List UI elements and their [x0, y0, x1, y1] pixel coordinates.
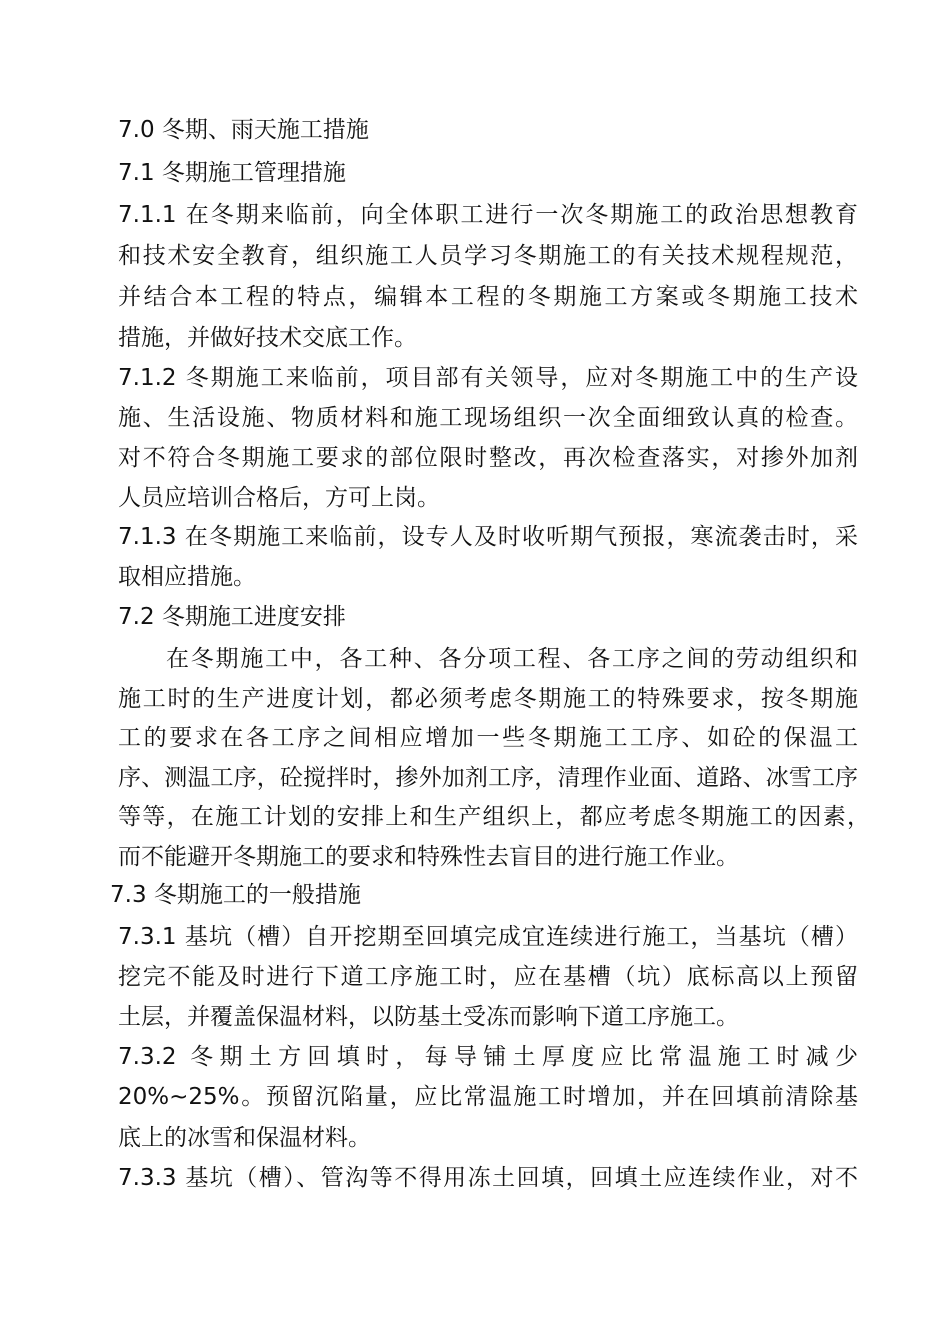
paragraph-line: 和技术安全教育，组织施工人员学习冬期施工的有关技术规程规范， [118, 243, 858, 269]
paragraph-line: 7.3.2 冬期土方回填时，每导铺土厚度应比常温施工时减少 [118, 1044, 858, 1070]
paragraph-line: 7.1.1 在冬期来临前，向全体职工进行一次冬期施工的政治思想教育 [118, 202, 858, 228]
paragraph-line: 对不符合冬期施工要求的部位限时整改，再次检查落实，对掺外加剂 [118, 445, 858, 471]
paragraph-line: 工的要求在各工序之间相应增加一些冬期施工工序、如砼的保温工 [118, 725, 858, 751]
paragraph-line: 7.1.2 冬期施工来临前，项目部有关领导，应对冬期施工中的生产设 [118, 365, 858, 391]
paragraph-line: 序、测温工序，砼搅拌时，掺外加剂工序，清理作业面、道路、冰雪工序 [118, 765, 858, 791]
paragraph-line: 而不能避开冬期施工的要求和特殊性去盲目的进行施工作业。 [118, 844, 739, 870]
paragraph-line: 7.3.3 基坑（槽）、管沟等不得用冻土回填，回填土应连续作业，对不 [118, 1165, 858, 1191]
paragraph-line: 措施，并做好技术交底工作。 [118, 325, 417, 351]
paragraph-line: 施工时的生产进度计划，都必须考虑冬期施工的特殊要求，按冬期施 [118, 686, 858, 712]
paragraph-line: 在冬期施工中，各工种、各分项工程、各工序之间的劳动组织和 [166, 646, 858, 672]
paragraph-line: 并结合本工程的特点，编辑本工程的冬期施工方案或冬期施工技术 [118, 284, 858, 310]
paragraph-line: 挖完不能及时进行下道工序施工时，应在基槽（坑）底标高以上预留 [118, 964, 858, 990]
paragraph-line: 等等，在施工计划的安排上和生产组织上，都应考虑冬期施工的因素， [118, 804, 870, 830]
heading-7-1: 7.1 冬期施工管理措施 [118, 160, 346, 186]
paragraph-line: 底上的冰雪和保温材料。 [118, 1125, 371, 1151]
paragraph-line: 7.3.1 基坑（槽）自开挖期至回填完成宜连续进行施工，当基坑（槽） [118, 924, 858, 950]
heading-7-2: 7.2 冬期施工进度安排 [118, 604, 346, 630]
paragraph-line: 土层，并覆盖保温材料，以防基土受冻而影响下道工序施工。 [118, 1004, 739, 1030]
heading-7-0: 7.0 冬期、雨天施工措施 [118, 117, 369, 143]
paragraph-line: 20%~25%。预留沉陷量，应比常温施工时增加，并在回填前清除基 [118, 1084, 858, 1110]
paragraph-line: 取相应措施。 [118, 564, 256, 590]
paragraph-line: 人员应培训合格后，方可上岗。 [118, 485, 440, 511]
paragraph-line: 7.1.3 在冬期施工来临前，设专人及时收听期气预报，寒流袭击时，采 [118, 524, 858, 550]
heading-7-3: 7.3 冬期施工的一般措施 [110, 882, 361, 908]
paragraph-line: 施、生活设施、物质材料和施工现场组织一次全面细致认真的检查。 [118, 405, 858, 431]
